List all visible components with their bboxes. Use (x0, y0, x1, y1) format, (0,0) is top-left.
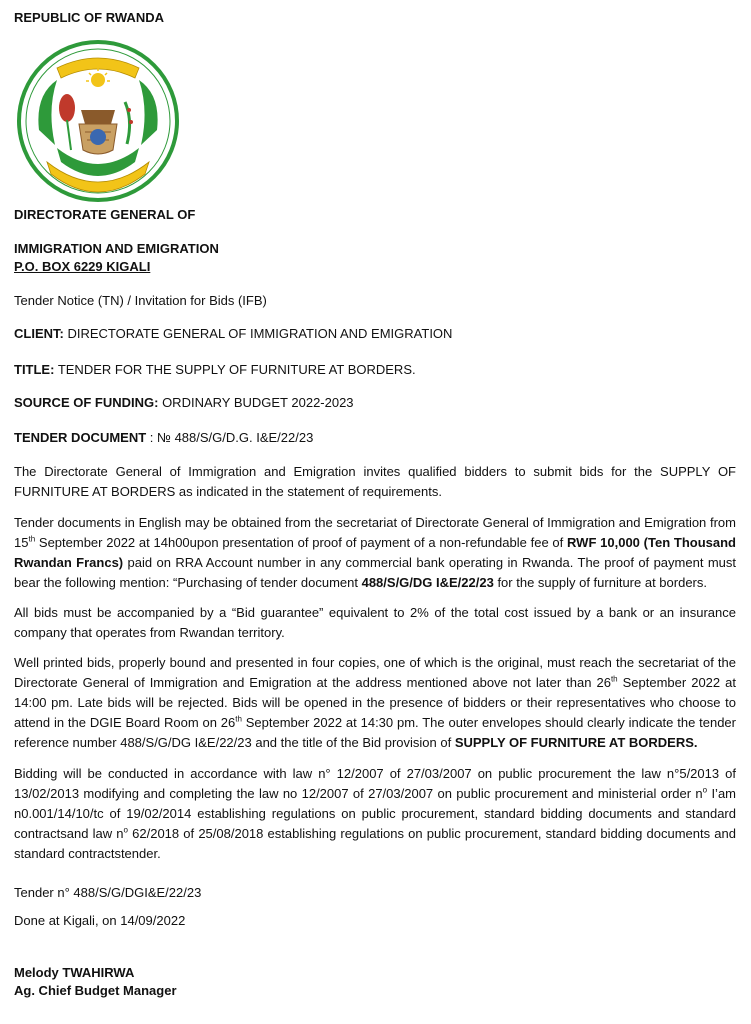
title-label: TITLE: (14, 362, 55, 377)
done-at: Done at Kigali, on 14/09/2022 (14, 913, 186, 928)
p4-text-a: Well printed bids, properly bound and presented in four copies, one of which is the original, must reach the secretariat of the Directorate General of Immigration and Emigration at the address mentioned above not later than 26 (14, 655, 736, 690)
client-value: DIRECTORATE GENERAL OF IMMIGRATION AND EMIGRATION (63, 326, 453, 341)
notice-type: Tender Notice (TN) / Invitation for Bids (IFB) (14, 293, 267, 308)
paragraph-submission (14, 653, 736, 753)
p5-sup-b: o (123, 825, 128, 835)
p5-text-b: I’am n0.001/14/10/tc of 19/02/2014 establishing regulations on public procurement, standard bidding documents and standard contractsand law n (14, 786, 736, 841)
title-line (14, 362, 416, 377)
p2-text-c: paid on RRA Account number in any commercial bank operating in Rwanda. The proof of payment must bear the following mention: “Purchasing of tender document (14, 555, 736, 590)
p4-text-c: September 2022 at 14:30 pm. The outer envelopes should clearly indicate the tender reference number 488/S/G/DG I&E/22/23 and the title of the Bid provision of (14, 715, 736, 750)
tender-document-label: TENDER DOCUMENT (14, 430, 147, 445)
title-value: TENDER FOR THE SUPPLY OF FURNITURE AT BORDERS. (54, 362, 416, 377)
paragraph-legal-basis (14, 764, 736, 864)
org-name-line2: IMMIGRATION AND EMIGRATION (14, 241, 219, 256)
p2-text-a: Tender documents in English may be obtained from the secretariat of Directorate General of Immigration and Emigration from 15 (14, 515, 736, 550)
paragraph-bid-guarantee: All bids must be accompanied by a “Bid guarantee” equivalent to 2% of the total cost issued by a bank or an insurance company that operates from Rwandan territory. (14, 605, 736, 640)
paragraph-tender-documents (14, 513, 736, 593)
signatory-title: Ag. Chief Budget Manager (14, 983, 177, 998)
p2-text-d: for the supply of furniture at borders. (493, 575, 707, 590)
p4-text-b: September 2022 at 14:00 pm. Late bids will be rejected. Bids will be opened in the presence of bidders or their representatives who choose to attend in the DGIE Board Room on 26 (14, 675, 736, 730)
signatory-name: Melody TWAHIRWA (14, 965, 135, 980)
p2-text-b: September 2022 at 14h00upon presentation of proof of payment of a non-refundable fee of (35, 535, 568, 550)
client-label: CLIENT: (14, 326, 64, 341)
p4-sup-a: th (610, 674, 618, 684)
client-line (14, 326, 452, 341)
p5-sup-a: o (702, 785, 708, 795)
republic-heading: REPUBLIC OF RWANDA (14, 10, 164, 25)
po-box: P.O. BOX 6229 KIGALI (14, 259, 151, 274)
funding-value: ORDINARY BUDGET 2022-2023 (158, 395, 354, 410)
p5-text-a: Bidding will be conducted in accordance with law n° 12/2007 of 27/03/2007 on public procurement the law n°5/2013 of 13/02/2013 modifying and completing the law no 12/2007 of 27/03/2007 on public procurement and ministerial order n (14, 766, 736, 801)
p4-sup-b: th (235, 714, 242, 724)
rwanda-coat-of-arms-icon (17, 40, 179, 202)
org-name-line1: DIRECTORATE GENERAL OF (14, 207, 196, 222)
p5-text-c: 62/2018 of 25/08/2018 establishing regulations on public procurement, standard bidding documents and standard contractstender. (14, 826, 736, 861)
tender-document-value: : № 488/S/G/D.G. I&E/22/23 (146, 430, 314, 445)
p4-title-bold: SUPPLY OF FURNITURE AT BORDERS. (454, 735, 698, 750)
funding-label: SOURCE OF FUNDING: (14, 395, 159, 410)
fee-amount: RWF 10,000 (Ten Thousand Rwandan Francs) (14, 535, 736, 570)
tender-number: Tender n° 488/S/G/DGI&E/22/23 (14, 885, 202, 900)
paragraph-invitation: The Directorate General of Immigration and Emigration invites qualified bidders to submit bids for the SUPPLY OF FURNITURE AT BORDERS as indicated in the statement of requirements. (14, 464, 736, 499)
funding-line (14, 395, 354, 410)
p2-sup: th (28, 534, 36, 544)
tender-reference: 488/S/G/DG I&E/22/23 (361, 575, 494, 590)
tender-document-line (14, 430, 313, 445)
